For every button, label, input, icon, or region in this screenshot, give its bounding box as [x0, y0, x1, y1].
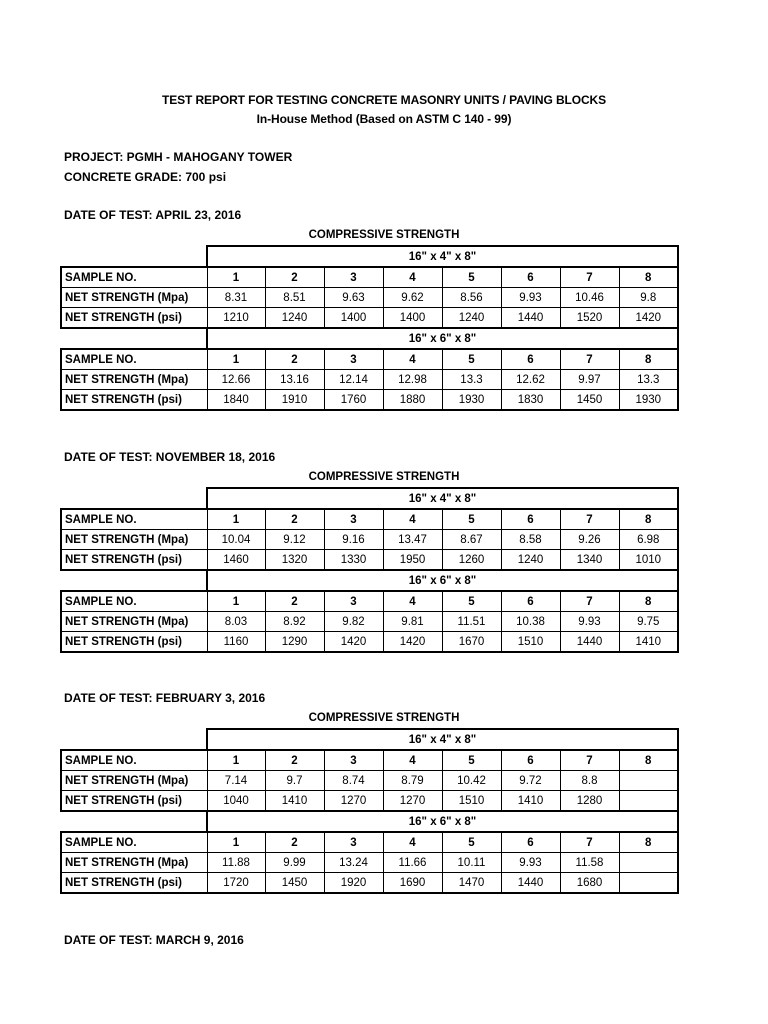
strength-value-cell: 1240 [265, 308, 324, 329]
strength-value-cell: 1010 [619, 550, 678, 571]
sample-number-cell: 8 [619, 832, 678, 853]
report-title: TEST REPORT FOR TESTING CONCRETE MASONRY UNITS / PAVING BLOCKS [161, 93, 607, 107]
sample-number-cell: 4 [383, 267, 442, 288]
strength-value-cell: 1520 [560, 308, 619, 329]
strength-value-cell: 1470 [442, 873, 501, 894]
strength-value-cell: 1760 [324, 390, 383, 411]
strength-value-cell: 9.63 [324, 288, 383, 308]
size-header-row [61, 811, 678, 832]
strength-value-cell: 1240 [501, 550, 560, 571]
strength-value-cell: 1420 [383, 632, 442, 653]
strength-value-cell: 1720 [207, 873, 265, 894]
blank-cell [61, 729, 207, 750]
row-label: NET STRENGTH (Mpa) [61, 853, 207, 873]
net-strength-psi-row [61, 632, 678, 653]
sample-number-cell: 5 [442, 750, 501, 771]
strength-value-cell: 1680 [560, 873, 619, 894]
block-size-label: 16" x 6" x 8" [207, 570, 678, 591]
sample-number-row [61, 591, 678, 612]
strength-value-cell: 1340 [560, 550, 619, 571]
row-label: SAMPLE NO. [61, 267, 207, 288]
row-label: NET STRENGTH (psi) [61, 632, 207, 653]
row-label: SAMPLE NO. [61, 349, 207, 370]
block-size-label: 16" x 6" x 8" [207, 328, 678, 349]
strength-value-cell: 1930 [619, 390, 678, 411]
concrete-grade-label: CONCRETE GRADE: 700 psi [64, 170, 227, 184]
sample-number-cell: 1 [207, 267, 265, 288]
row-label: NET STRENGTH (Mpa) [61, 530, 207, 550]
sample-number-cell: 8 [619, 509, 678, 530]
strength-value-cell: 8.67 [442, 530, 501, 550]
strength-value-cell: 8.8 [560, 771, 619, 791]
strength-value-cell: 1270 [383, 791, 442, 812]
strength-value-cell: 12.98 [383, 370, 442, 390]
strength-value-cell: 9.93 [501, 853, 560, 873]
strength-value-cell: 12.14 [324, 370, 383, 390]
strength-value-cell: 11.58 [560, 853, 619, 873]
strength-value-cell: 10.04 [207, 530, 265, 550]
row-label: SAMPLE NO. [61, 509, 207, 530]
block-size-label: 16" x 6" x 8" [207, 811, 678, 832]
strength-value-cell: 1450 [265, 873, 324, 894]
row-label: NET STRENGTH (psi) [61, 390, 207, 411]
strength-value-cell: 13.3 [442, 370, 501, 390]
strength-value-cell: 1880 [383, 390, 442, 411]
strength-value-cell: 9.93 [501, 288, 560, 308]
sample-number-cell: 3 [324, 509, 383, 530]
test-date-march: DATE OF TEST: MARCH 9, 2016 [64, 933, 244, 947]
net-strength-mpa-row [61, 288, 678, 308]
sample-number-cell: 6 [501, 509, 560, 530]
strength-value-cell: 1420 [324, 632, 383, 653]
sample-number-cell: 7 [560, 267, 619, 288]
row-label: NET STRENGTH (psi) [61, 550, 207, 571]
strength-value-cell: 1910 [265, 390, 324, 411]
strength-value-cell: 10.42 [442, 771, 501, 791]
row-label: NET STRENGTH (Mpa) [61, 370, 207, 390]
strength-value-cell: 1920 [324, 873, 383, 894]
sample-number-cell: 5 [442, 267, 501, 288]
strength-value-cell: 9.8 [619, 288, 678, 308]
strength-table [60, 487, 679, 653]
row-label: NET STRENGTH (Mpa) [61, 612, 207, 632]
sample-number-cell: 8 [619, 750, 678, 771]
sample-number-cell: 8 [619, 591, 678, 612]
sample-number-cell: 5 [442, 349, 501, 370]
strength-value-cell: 13.24 [324, 853, 383, 873]
strength-value-cell: 12.62 [501, 370, 560, 390]
sample-number-row [61, 267, 678, 288]
net-strength-mpa-row [61, 370, 678, 390]
strength-value-cell: 8.51 [265, 288, 324, 308]
strength-value-cell: 1440 [501, 308, 560, 329]
strength-value-cell: 1160 [207, 632, 265, 653]
net-strength-mpa-row [61, 612, 678, 632]
sample-number-cell: 3 [324, 267, 383, 288]
strength-value-cell: 9.7 [265, 771, 324, 791]
sample-number-cell: 7 [560, 591, 619, 612]
row-label: NET STRENGTH (Mpa) [61, 771, 207, 791]
sample-number-cell: 1 [207, 832, 265, 853]
strength-value-cell: 1510 [442, 791, 501, 812]
test-date: DATE OF TEST: FEBRUARY 3, 2016 [64, 691, 266, 705]
strength-value-cell: 10.38 [501, 612, 560, 632]
sample-number-cell: 7 [560, 349, 619, 370]
sample-number-cell: 7 [560, 832, 619, 853]
sample-number-cell: 8 [619, 267, 678, 288]
sample-number-cell: 1 [207, 349, 265, 370]
strength-value-cell: 8.56 [442, 288, 501, 308]
strength-value-cell: 6.98 [619, 530, 678, 550]
strength-value-cell: 10.11 [442, 853, 501, 873]
size-header-row [61, 570, 678, 591]
sample-number-cell: 4 [383, 832, 442, 853]
strength-value-cell: 9.99 [265, 853, 324, 873]
sample-number-cell: 4 [383, 349, 442, 370]
strength-value-cell: 12.66 [207, 370, 265, 390]
strength-value-cell: 1410 [501, 791, 560, 812]
net-strength-psi-row [61, 390, 678, 411]
net-strength-mpa-row [61, 530, 678, 550]
strength-value-cell: 1410 [619, 632, 678, 653]
sample-number-cell: 1 [207, 750, 265, 771]
strength-value-cell: 9.75 [619, 612, 678, 632]
strength-value-cell: 8.03 [207, 612, 265, 632]
sample-number-cell: 3 [324, 349, 383, 370]
size-header-row [61, 488, 678, 509]
test-date: DATE OF TEST: APRIL 23, 2016 [64, 208, 242, 222]
strength-value-cell: 1280 [560, 791, 619, 812]
sample-number-cell: 2 [265, 509, 324, 530]
strength-value-cell: 9.62 [383, 288, 442, 308]
block-size-label: 16" x 4" x 8" [207, 246, 678, 267]
compressive-strength-heading: COMPRESSIVE STRENGTH [308, 229, 460, 241]
strength-table-section [60, 728, 684, 894]
strength-value-cell: 1440 [560, 632, 619, 653]
sample-number-cell: 6 [501, 832, 560, 853]
net-strength-psi-row [61, 550, 678, 571]
row-label: NET STRENGTH (Mpa) [61, 288, 207, 308]
sample-number-row [61, 832, 678, 853]
blank-cell [61, 328, 207, 349]
strength-value-cell: 1270 [324, 791, 383, 812]
sample-number-cell: 4 [383, 591, 442, 612]
strength-value-cell: 1450 [560, 390, 619, 411]
strength-value-cell: 1930 [442, 390, 501, 411]
strength-value-cell: 1410 [265, 791, 324, 812]
strength-value-cell: 1400 [324, 308, 383, 329]
strength-value-cell: 9.16 [324, 530, 383, 550]
strength-value-cell: 9.93 [560, 612, 619, 632]
strength-value-cell: 9.82 [324, 612, 383, 632]
sample-number-cell: 1 [207, 591, 265, 612]
strength-value-cell: 1290 [265, 632, 324, 653]
sample-number-cell: 4 [383, 509, 442, 530]
size-header-row [61, 729, 678, 750]
strength-value-cell [619, 771, 678, 791]
sample-number-cell: 6 [501, 267, 560, 288]
strength-table [60, 728, 679, 894]
strength-value-cell: 1260 [442, 550, 501, 571]
strength-value-cell: 8.74 [324, 771, 383, 791]
sample-number-cell: 7 [560, 750, 619, 771]
test-date: DATE OF TEST: NOVEMBER 18, 2016 [64, 450, 276, 464]
strength-value-cell: 13.16 [265, 370, 324, 390]
sample-number-row [61, 509, 678, 530]
project-label: PROJECT: PGMH - MAHOGANY TOWER [64, 150, 293, 164]
sample-number-cell: 1 [207, 509, 265, 530]
strength-value-cell: 8.58 [501, 530, 560, 550]
strength-value-cell: 9.81 [383, 612, 442, 632]
strength-value-cell: 8.31 [207, 288, 265, 308]
block-size-label: 16" x 4" x 8" [207, 729, 678, 750]
strength-table [60, 245, 679, 411]
strength-value-cell: 8.79 [383, 771, 442, 791]
blank-cell [61, 488, 207, 509]
sample-number-cell: 2 [265, 349, 324, 370]
sample-number-cell: 6 [501, 591, 560, 612]
strength-table-section [60, 487, 684, 653]
strength-value-cell: 1210 [207, 308, 265, 329]
net-strength-psi-row [61, 791, 678, 812]
sample-number-cell: 3 [324, 832, 383, 853]
sample-number-cell: 6 [501, 349, 560, 370]
compressive-strength-heading: COMPRESSIVE STRENGTH [308, 712, 460, 724]
strength-value-cell: 1950 [383, 550, 442, 571]
blank-cell [61, 246, 207, 267]
row-label: SAMPLE NO. [61, 591, 207, 612]
sample-number-cell: 8 [619, 349, 678, 370]
strength-value-cell: 10.46 [560, 288, 619, 308]
strength-value-cell: 1330 [324, 550, 383, 571]
strength-value-cell: 13.3 [619, 370, 678, 390]
sample-number-cell: 6 [501, 750, 560, 771]
net-strength-psi-row [61, 873, 678, 894]
sample-number-cell: 3 [324, 591, 383, 612]
net-strength-mpa-row [61, 853, 678, 873]
strength-value-cell [619, 873, 678, 894]
strength-value-cell: 1240 [442, 308, 501, 329]
sample-number-row [61, 750, 678, 771]
strength-value-cell: 13.47 [383, 530, 442, 550]
blank-cell [61, 811, 207, 832]
size-header-row [61, 246, 678, 267]
strength-value-cell [619, 791, 678, 812]
sample-number-cell: 2 [265, 591, 324, 612]
strength-value-cell: 9.97 [560, 370, 619, 390]
strength-value-cell: 1440 [501, 873, 560, 894]
strength-value-cell: 11.51 [442, 612, 501, 632]
row-label: SAMPLE NO. [61, 750, 207, 771]
row-label: SAMPLE NO. [61, 832, 207, 853]
sample-number-cell: 3 [324, 750, 383, 771]
report-subtitle: In-House Method (Based on ASTM C 140 - 99) [256, 112, 512, 126]
strength-value-cell: 9.72 [501, 771, 560, 791]
blank-cell [61, 570, 207, 591]
sample-number-cell: 2 [265, 267, 324, 288]
strength-table-section [60, 245, 684, 411]
row-label: NET STRENGTH (psi) [61, 308, 207, 329]
sample-number-cell: 2 [265, 832, 324, 853]
net-strength-psi-row [61, 308, 678, 329]
row-label: NET STRENGTH (psi) [61, 791, 207, 812]
strength-value-cell: 1420 [619, 308, 678, 329]
sample-number-row [61, 349, 678, 370]
block-size-label: 16" x 4" x 8" [207, 488, 678, 509]
strength-value-cell: 8.92 [265, 612, 324, 632]
strength-value-cell: 7.14 [207, 771, 265, 791]
compressive-strength-heading: COMPRESSIVE STRENGTH [308, 471, 460, 483]
strength-value-cell: 1690 [383, 873, 442, 894]
strength-value-cell: 9.26 [560, 530, 619, 550]
strength-value-cell: 1320 [265, 550, 324, 571]
strength-value-cell: 9.12 [265, 530, 324, 550]
size-header-row [61, 328, 678, 349]
net-strength-mpa-row [61, 771, 678, 791]
strength-value-cell [619, 853, 678, 873]
strength-value-cell: 11.66 [383, 853, 442, 873]
strength-value-cell: 1840 [207, 390, 265, 411]
strength-value-cell: 1510 [501, 632, 560, 653]
sample-number-cell: 5 [442, 509, 501, 530]
strength-value-cell: 1830 [501, 390, 560, 411]
sample-number-cell: 5 [442, 591, 501, 612]
strength-value-cell: 11.88 [207, 853, 265, 873]
strength-value-cell: 1400 [383, 308, 442, 329]
sample-number-cell: 2 [265, 750, 324, 771]
strength-value-cell: 1670 [442, 632, 501, 653]
sample-number-cell: 7 [560, 509, 619, 530]
sample-number-cell: 4 [383, 750, 442, 771]
strength-value-cell: 1040 [207, 791, 265, 812]
sample-number-cell: 5 [442, 832, 501, 853]
strength-value-cell: 1460 [207, 550, 265, 571]
row-label: NET STRENGTH (psi) [61, 873, 207, 894]
